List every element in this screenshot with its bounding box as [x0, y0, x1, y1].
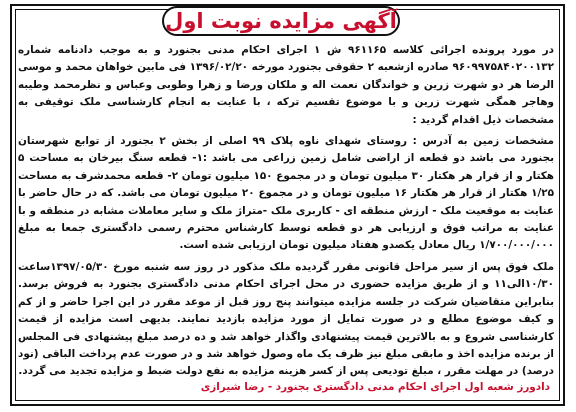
- notice-title: آگهی مزایده نوبت اول: [165, 9, 397, 33]
- signature-line: دادورز شعبه اول اجرای احکام مدنی دادگستری بجنورد - رضا شیرازی: [200, 381, 550, 393]
- notice-body: [18, 42, 554, 381]
- paragraph-case-details: در مورد پرونده اجرائی کلاسه ۹۶۱۱۶۵ ش ۱ اجرای احکام مدنی بجنورد و به موجب دادنامه شماره ۹۶۰۹۹۷۵۸۴۰۲۰۰۱۳۲ صادره ازشعبه ۲ حقوقی بجنورد مورخه ۱۳۹۶/۰۲/۲۰ فی مابین خواهان محمد و موسی الرضا هر دو شهرت زرین و خواندگان نعمت اله و ملکان ورضا و زهرا وطوبی وعباس و نظرمحمد وطیبه وهاجر همگی شهرت زرین و با موضوع تقسیم ترکه ، با عنایت به انجام کارشناسی ملک توقیفی به مشخصات ذیل اقدام گردید :: [18, 44, 554, 126]
- paragraph-auction-terms: ملک فوق پس از سیر مراحل قانونی مقرر گردیده ملک مذکور در روز سه شنبه مورخ ۱۳۹۷/۰۵/۳۰ساعت ۱۰/۳۰الی۱۱ و از طریق مزایده حضوری در محل اجرای احکام مدنی دادگستری بجنورد به فروش برسد. بنابراین متقاضیان شرکت در جلسه مزایده میتوانند پنج روز قبل از موعد مقرر در این اجرا حاضر و از کم و کیف موضوع مطلع و در صورت تمایل از مورد مزایده بازدید نمایند. بدیهی است مزایده از قیمت کارشناسی شروع و به بالاترین قیمت پیشنهادی واگذار خواهد شد و ده درصد مبلغ پیشنهادی فی المجلس از برنده مزایده اخذ و مابقی مبلغ نیز ظرف یک ماه وصول خواهد شد و در صورت عدم پرداخت الباقی (نود درصد) در مهلت مقرر ، مبلغ تودیعی پس از کسر هزینه مزایده به نفع دولت ضبط و مزایده تجدید می گردد.: [18, 260, 554, 378]
- paragraph-land-specifications: مشخصات زمین به آدرس : روستای شهدای ناوه پلاک ۹۹ اصلی از بخش ۲ بجنورد از توابع شهرستان بجنورد می باشد دو قطعه از اراضی شامل زمین زراعی می باشد :۱- قطعه سنگ بیرخان به مساحت ۵ هکتار و از قرار هر هکتار ۳۰ میلیون تومان و در مجموع ۱۵۰ میلیون تومان ۲- قطعه محمدشرف به مساحت ۱/۲۵ هکتار از قرار هر هکتار ۱۶ میلیون تومان و در مجموع ۲۰ میلیون تومان می باشد. که در حال حاضر با عنایت به موقعیت ملک - ارزش منطقه ای - کاربری ملک -متراژ ملک و سایر معاملات مشابه در منطقه و با عنایت به مراتب فوق و ارزیابی هر دو قطعه توسط کارشناس محترم رسمی دادگستری جمعا به مبلغ ۱/۷۰۰/۰۰۰/۰۰۰ ریال معادل یکصدو هفتاد میلیون تومان ارزیابی شده است.: [18, 135, 554, 252]
- title-banner: [162, 6, 400, 36]
